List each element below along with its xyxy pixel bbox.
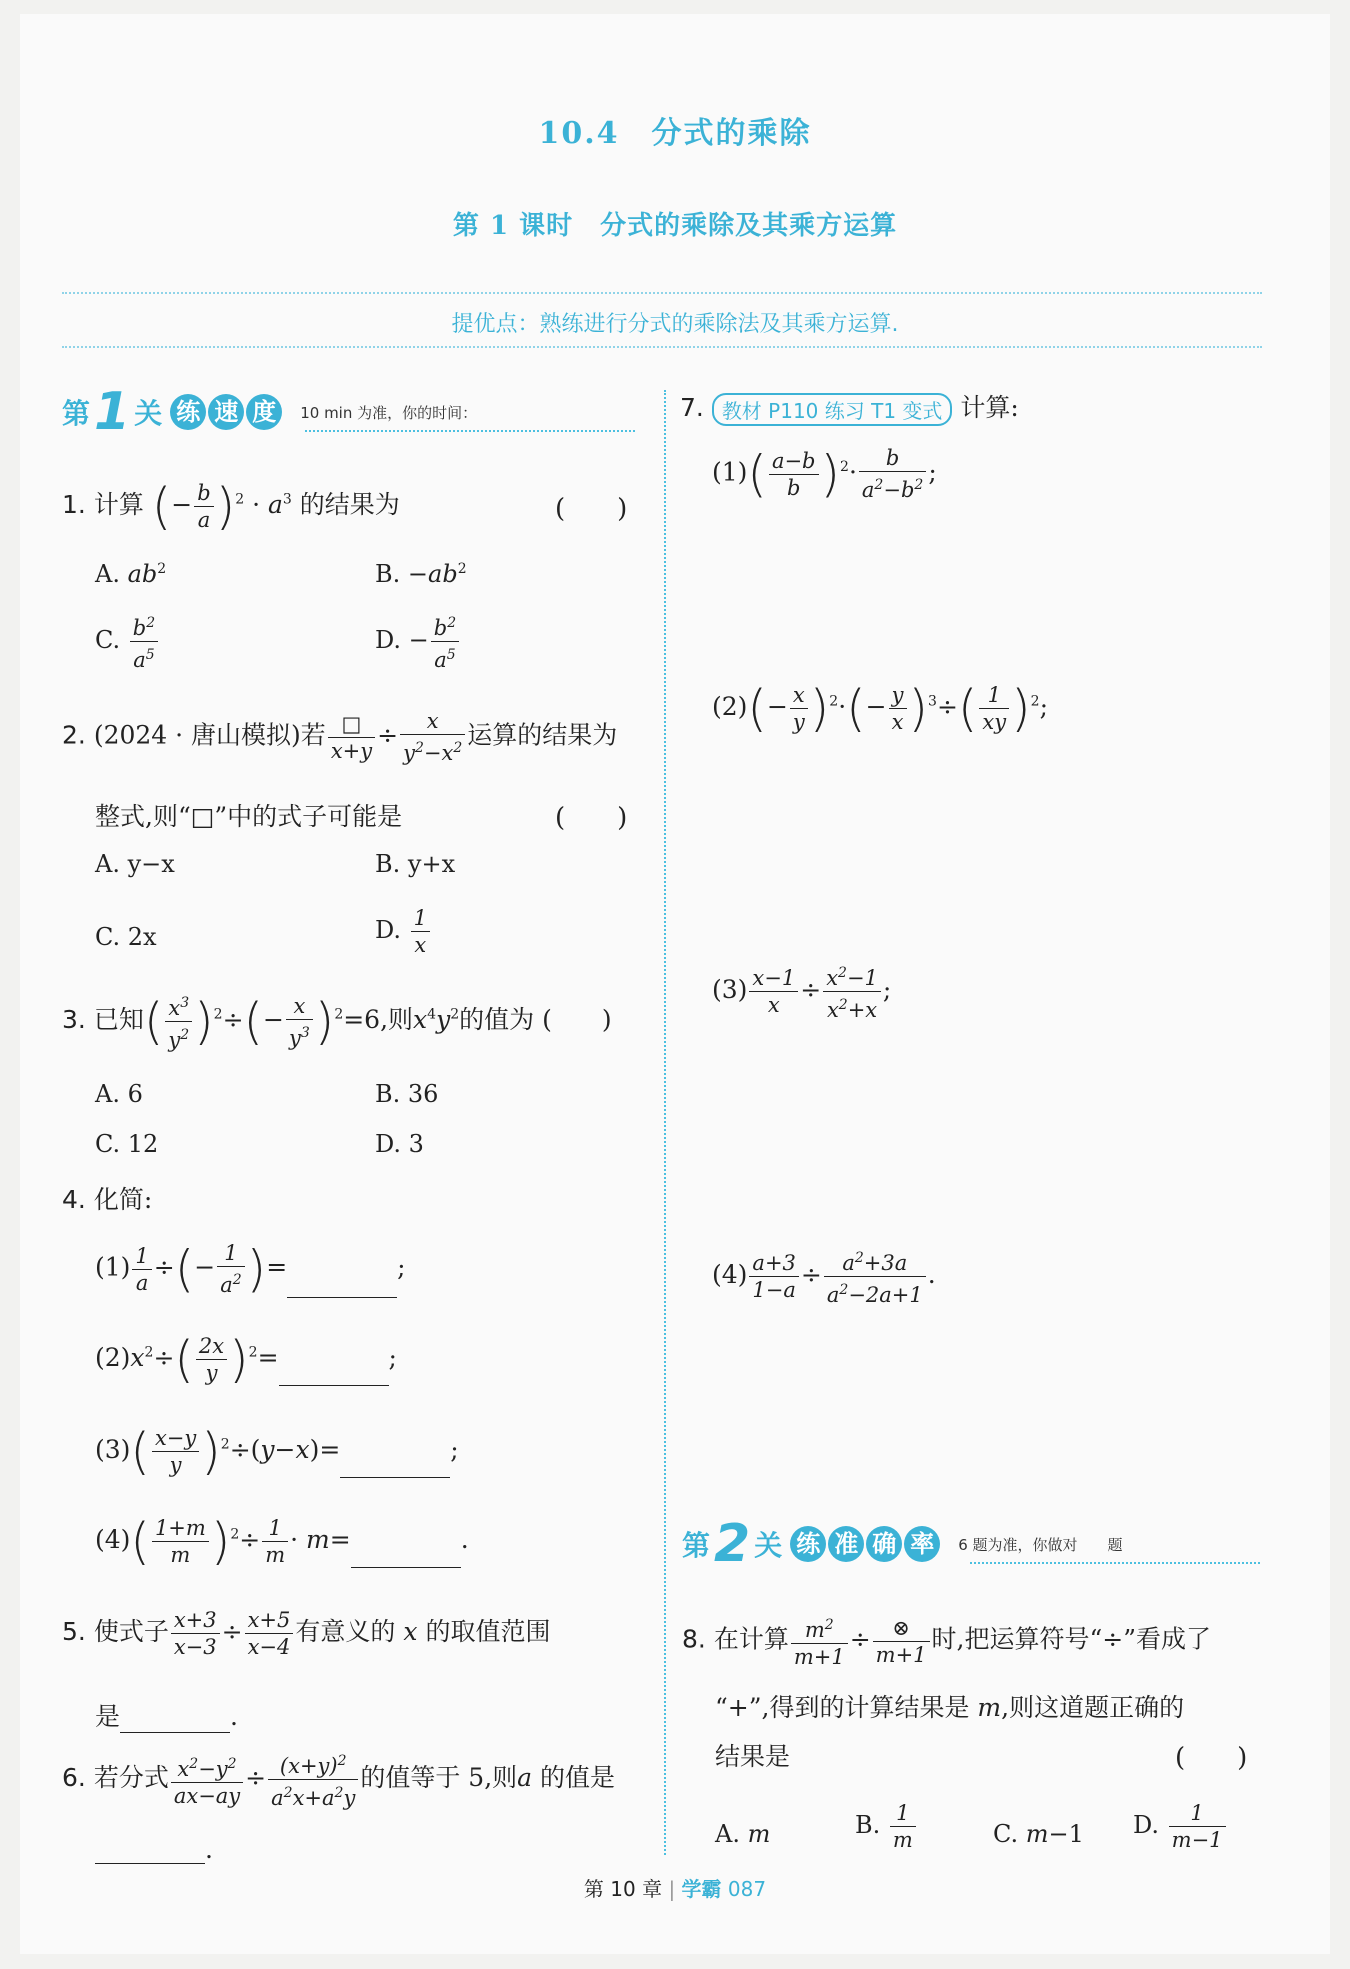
q2-option-d[interactable]: D. $\frac{1}{x}$ (375, 905, 432, 958)
q8-text3: “+”,得到的计算结果是 (715, 1693, 970, 1722)
q8-answer-paren[interactable]: ( ) (1175, 1743, 1248, 1773)
q8-option-b[interactable]: B. $\frac{1}{m}$ (855, 1800, 918, 1853)
section2-prefix: 第 (682, 1529, 711, 1562)
q1-option-a[interactable]: A. $ab^2$ (95, 560, 167, 588)
q4-part1: (1) $\frac{1}{a}$ ÷(− $\frac{1}{a^2}$ )= ; (95, 1240, 406, 1298)
q3-text: 已知 (93, 1005, 144, 1034)
q4-part3: (3)( $\frac{x-y}{y}$ )$^2$÷(y−x)= ; (95, 1422, 459, 1481)
lesson-title: 第 1 课时 分式的乘除及其乘方运算 (452, 211, 898, 241)
q3-option-a[interactable]: A. 6 (95, 1080, 143, 1108)
q2-text2: 运算的结果为 (467, 720, 618, 750)
answer-blank[interactable] (95, 1839, 205, 1864)
badge-char: 准 (828, 1526, 864, 1562)
q7-part4: (4) $\frac{a+3}{1-a}$ ÷ $\frac{a^2+3a}{a^2-2a+1}$ . (712, 1245, 936, 1308)
q2-text: 若 (300, 720, 326, 750)
q1-answer-paren[interactable]: ( ) (555, 494, 628, 524)
q8-line3: 结果是 (715, 1742, 791, 1771)
opt-label: D. (1133, 1811, 1160, 1839)
question-6: 6. 若分式 $\frac{x^2-y^2}{ax-ay}$ ÷ $\frac{(x+y)^2}{a^2x+a^2y}$ 的值等于 5,则a 的值是 (62, 1748, 615, 1811)
q5-text2: 有意义的 (295, 1617, 396, 1646)
q6-line2: . (95, 1835, 213, 1864)
q7-part3: (3) $\frac{x-1}{x}$ ÷ $\frac{x^2-1}{x^2+x}$ ; (712, 960, 891, 1023)
q8-option-c[interactable]: C. m−1 (993, 1820, 1084, 1848)
opt-label: D. (375, 916, 402, 944)
q8-text2: 时,把运算符号“÷”看成了 (931, 1624, 1211, 1654)
tip-text: 提优点：熟练进行分式的乘除法及其乘方运算. (451, 312, 899, 337)
opt-label: A. (95, 560, 120, 588)
section1-number: 1 (94, 382, 131, 442)
opt-label: C. (993, 1820, 1019, 1848)
question-1: 1. 计算 (− $\frac{b}{a}$ )$^2 \cdot a^3$ 的结果为 (62, 477, 400, 536)
q4-text: 化简: (93, 1185, 153, 1214)
answer-blank[interactable] (120, 1708, 230, 1733)
opt-label: B. (375, 560, 401, 588)
section2-number: 2 (714, 1514, 751, 1574)
part-label: (2) (712, 692, 748, 721)
divider-bottom (62, 346, 1262, 348)
section1-note: 10 min 为准，你的时间： (300, 403, 478, 422)
question-3: 3. 已知( $\frac{x^3}{y^2}$ )$^2$÷(− $\frac{x}{y^3}$ )$^2$=6,则$x^4y^2$的值为 ( ) (62, 990, 612, 1053)
q4-part2: $(2)x^2\div$( $\frac{2x}{y}$ )$^2$= ; (95, 1330, 397, 1389)
q1-text: 计算 (93, 490, 144, 519)
page-footer: 第 10 章 | 学霸 087 (583, 1877, 767, 1901)
badge-char: 练 (790, 1526, 826, 1562)
q8-text4: ,则这道题正确的 (1001, 1693, 1185, 1722)
section-title: 10.4 分式的乘除 (538, 116, 812, 151)
q7-textbook-tag: 教材 P110 练习 T1 变式 (712, 393, 953, 426)
section1-line (305, 430, 635, 432)
q4-part4: (4)( $\frac{1+m}{m}$ )$^2$÷ $\frac{1}{m}$ · m= . (95, 1512, 469, 1571)
q1-text2: 的结果为 (299, 490, 400, 519)
q2-number: 2. (62, 720, 86, 750)
section2-line (970, 1562, 1260, 1564)
badge-char: 练 (170, 394, 206, 430)
q2-option-c[interactable]: C. 2x (95, 923, 157, 951)
q3-text3: 的值为 ( ) (459, 1005, 612, 1034)
opt-label: A. (715, 1820, 740, 1848)
q8-text: 在计算 (713, 1624, 789, 1654)
q5-text3: 的取值范围 (425, 1617, 551, 1646)
q5-number: 5. (62, 1617, 86, 1646)
q5-text: 使式子 (93, 1617, 169, 1646)
q3-text2: =6,则 (343, 1005, 414, 1034)
answer-blank[interactable] (340, 1453, 450, 1478)
q3-option-b[interactable]: B. 36 (375, 1080, 439, 1108)
q8-number: 8. (682, 1624, 706, 1654)
q1-option-d[interactable]: D. − $\frac{b^2}{a^5}$ (375, 610, 461, 673)
part-label: (3) (95, 1435, 131, 1464)
q8-option-d[interactable]: D. $\frac{1}{m-1}$ (1133, 1800, 1228, 1853)
question-8: 8. 在计算 $\frac{m^2}{m+1}$ ÷ ⊗ m+1 时,把运算符号“÷”看成了 (682, 1612, 1211, 1670)
opt-label: C. (95, 626, 121, 654)
q2-line2: 整式,则“□”中的式子可能是 (95, 802, 403, 831)
q3-option-d[interactable]: D. 3 (375, 1130, 424, 1158)
part-label: (1) (712, 457, 748, 487)
q6-text2: 的值等于 5,则 (360, 1763, 518, 1792)
q2-answer-paren[interactable]: ( ) (555, 803, 628, 833)
q3-option-c[interactable]: C. 12 (95, 1130, 159, 1158)
q6-number: 6. (62, 1763, 86, 1792)
q7-part1: (1)( $\frac{a-b}{b}$ )$^2$· $\frac{b}{a^2-b^2}$ ; (712, 445, 937, 503)
badge-char: 率 (904, 1526, 940, 1562)
q2-option-a[interactable]: A. y−x (95, 850, 175, 878)
badge-char: 速 (208, 394, 244, 430)
q5-text4: 是 (95, 1702, 121, 1731)
part-label: (1) (95, 1252, 131, 1282)
opt-label: D. (375, 626, 402, 654)
question-7 (680, 388, 1019, 426)
q7-text: 计算: (960, 393, 1019, 422)
q7-part2: (2)(− $\frac{x}{y}$ )$^2$·(− $\frac{y}{x}$ )$^3$÷( $\frac{1}{xy}$ )$^2$; (712, 679, 1048, 738)
section1-prefix: 第 (62, 397, 91, 430)
divider-top (62, 292, 1262, 294)
badge-char: 度 (246, 394, 282, 430)
q1-option-b[interactable]: B. $-ab^2$ (375, 560, 467, 588)
q5-line2: 是 . (95, 1702, 238, 1731)
q6-text: 若分式 (93, 1763, 169, 1792)
part-label: (2) (95, 1343, 131, 1372)
section2-badge (790, 1526, 940, 1562)
opt-label: B. (855, 1811, 881, 1839)
section2-suffix: 关 (754, 1529, 783, 1562)
part-label: (3) (712, 975, 748, 1004)
answer-blank[interactable] (279, 1361, 389, 1386)
q7-number: 7. (680, 393, 704, 422)
part-label: (4) (712, 1260, 748, 1289)
part-label: (4) (95, 1525, 131, 1554)
minus-sign: − (171, 490, 193, 519)
q6-text3: 的值是 (540, 1763, 616, 1792)
q1-number: 1. (62, 490, 86, 519)
question-2: 2. (2024 · 唐山模拟)若 □ x+y ÷ $\frac{x}{y^2-x^2}$ 运算的结果为 (62, 709, 618, 765)
q1-option-c[interactable]: C. $\frac{b^2}{a^5}$ (95, 610, 160, 673)
question-5: 5. 使式子 $\frac{x+3}{x-3}$ ÷ $\frac{x+5}{x-4}$ 有意义的 x 的取值范围 (62, 1608, 551, 1659)
section1-suffix: 关 (134, 397, 163, 430)
footer-chapter: 第 10 章 (583, 1877, 663, 1901)
q3-number: 3. (62, 1005, 86, 1034)
q2-option-b[interactable]: B. y+x (375, 850, 456, 878)
q8-option-a[interactable]: A. m (715, 1820, 771, 1848)
section1-badge (170, 394, 282, 430)
q2-source: (2024 · 唐山模拟) (93, 720, 301, 750)
question-4 (62, 1180, 152, 1216)
badge-char: 确 (866, 1526, 902, 1562)
q4-number: 4. (62, 1185, 86, 1214)
column-divider (664, 390, 666, 1855)
section2-note: 6 题为准，你做对 题 (958, 1535, 1123, 1554)
footer-page-number: 087 (727, 1877, 767, 1901)
answer-blank[interactable] (351, 1543, 461, 1568)
q8-line2: “+”,得到的计算结果是 m,则这道题正确的 (715, 1693, 1185, 1722)
answer-blank[interactable] (287, 1273, 397, 1298)
footer-brand: 学霸 (681, 1877, 722, 1901)
